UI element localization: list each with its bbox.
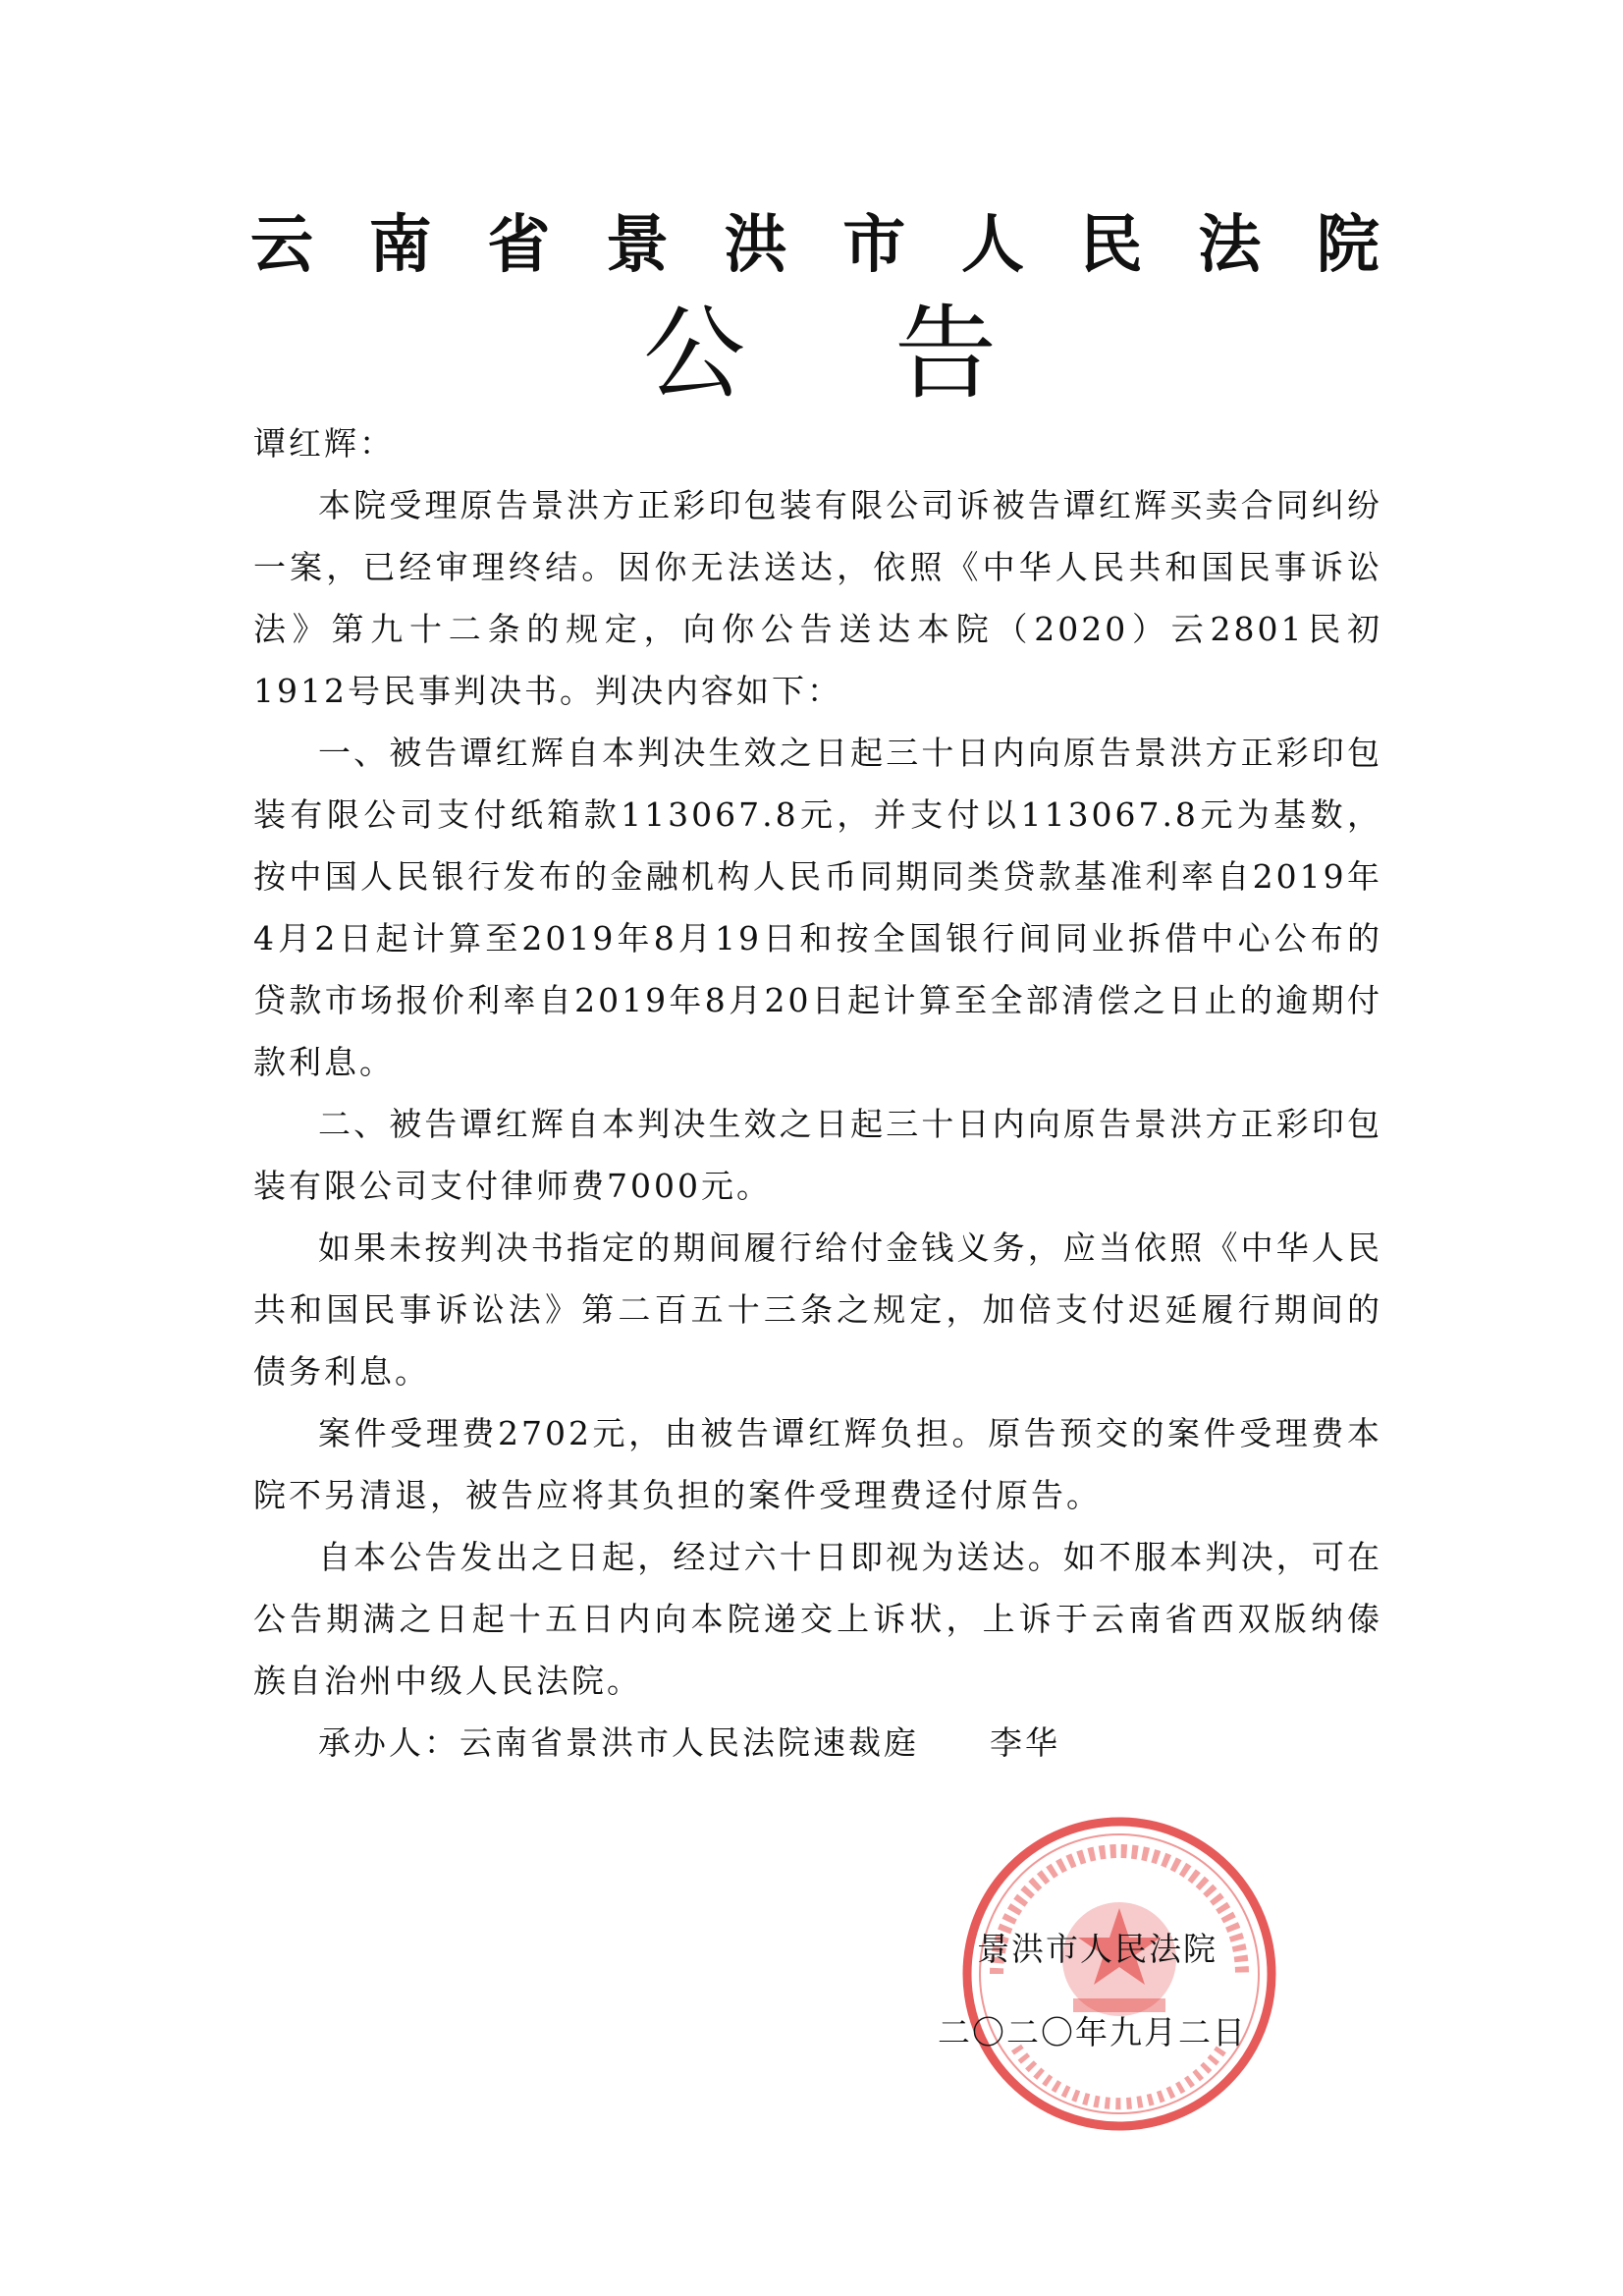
court-name-char: 法 [1198, 209, 1262, 282]
court-name-char: 景 [605, 209, 669, 282]
signature-court: 景洪市人民法院 [977, 1930, 1217, 1968]
title-char: 告 [893, 294, 997, 413]
salutation: 谭红辉： [253, 424, 395, 463]
paragraph-case-fee: 案件受理费2702元，由被告谭红辉负担。原告预交的案件受理费本院不另清退，被告应将其负担的案件受理费迳付原告。 [253, 1414, 1382, 1514]
handler-line: 承办人：云南省景洪市人民法院速裁庭 李华 [318, 1723, 1060, 1762]
court-name-char: 人 [960, 209, 1024, 282]
notice-body [253, 412, 1382, 1774]
court-name-char: 南 [368, 209, 432, 282]
paragraph-case-intro: 本院受理原告景洪方正彩印包装有限公司诉被告谭红辉买卖合同纠纷一案，已经审理终结。因你无法送达，依照《中华人民共和国民事诉讼法》第九十二条的规定，向你公告送达本院（2020）云2801民初1912号民事判决书。判决内容如下： [253, 486, 1382, 710]
document-title [643, 295, 997, 412]
court-name-char: 院 [1316, 209, 1380, 282]
court-name-char: 省 [487, 209, 551, 282]
paragraph-judgment-item-1: 一、被告谭红辉自本判决生效之日起三十日内向原告景洪方正彩印包装有限公司支付纸箱款113067.8元，并支付以113067.8元为基数，按中国人民银行发布的金融机构人民币同期同类贷款基准利率自2019年4月2日起计算至2019年8月19日和按全国银行间同业拆借中心公布的贷款市场报价利率自2019年8月20日起计算至全部清偿之日止的逾期付款利息。 [253, 734, 1382, 1081]
paragraph-appeal-notice: 自本公告发出之日起，经过六十日即视为送达。如不服本判决，可在公告期满之日起十五日内向本院递交上诉状，上诉于云南省西双版纳傣族自治州中级人民法院。 [253, 1538, 1382, 1700]
court-seal-emblem-icon [957, 1812, 1281, 2136]
court-name-char: 云 [250, 209, 313, 282]
title-char: 公 [643, 294, 746, 413]
paragraph-late-performance: 如果未按判决书指定的期间履行给付金钱义务，应当依照《中华人民共和国民事诉讼法》第二百五十三条之规定，加倍支付迟延履行期间的债务利息。 [253, 1229, 1382, 1391]
court-name-char: 市 [842, 209, 906, 282]
court-name-char: 洪 [724, 209, 787, 282]
court-name-heading [250, 201, 1380, 290]
signature-date: 二〇二〇年九月二日 [938, 2013, 1247, 2051]
court-name-char: 民 [1079, 209, 1143, 282]
paragraph-judgment-item-2: 二、被告谭红辉自本判决生效之日起三十日内向原告景洪方正彩印包装有限公司支付律师费7000元。 [253, 1105, 1382, 1205]
